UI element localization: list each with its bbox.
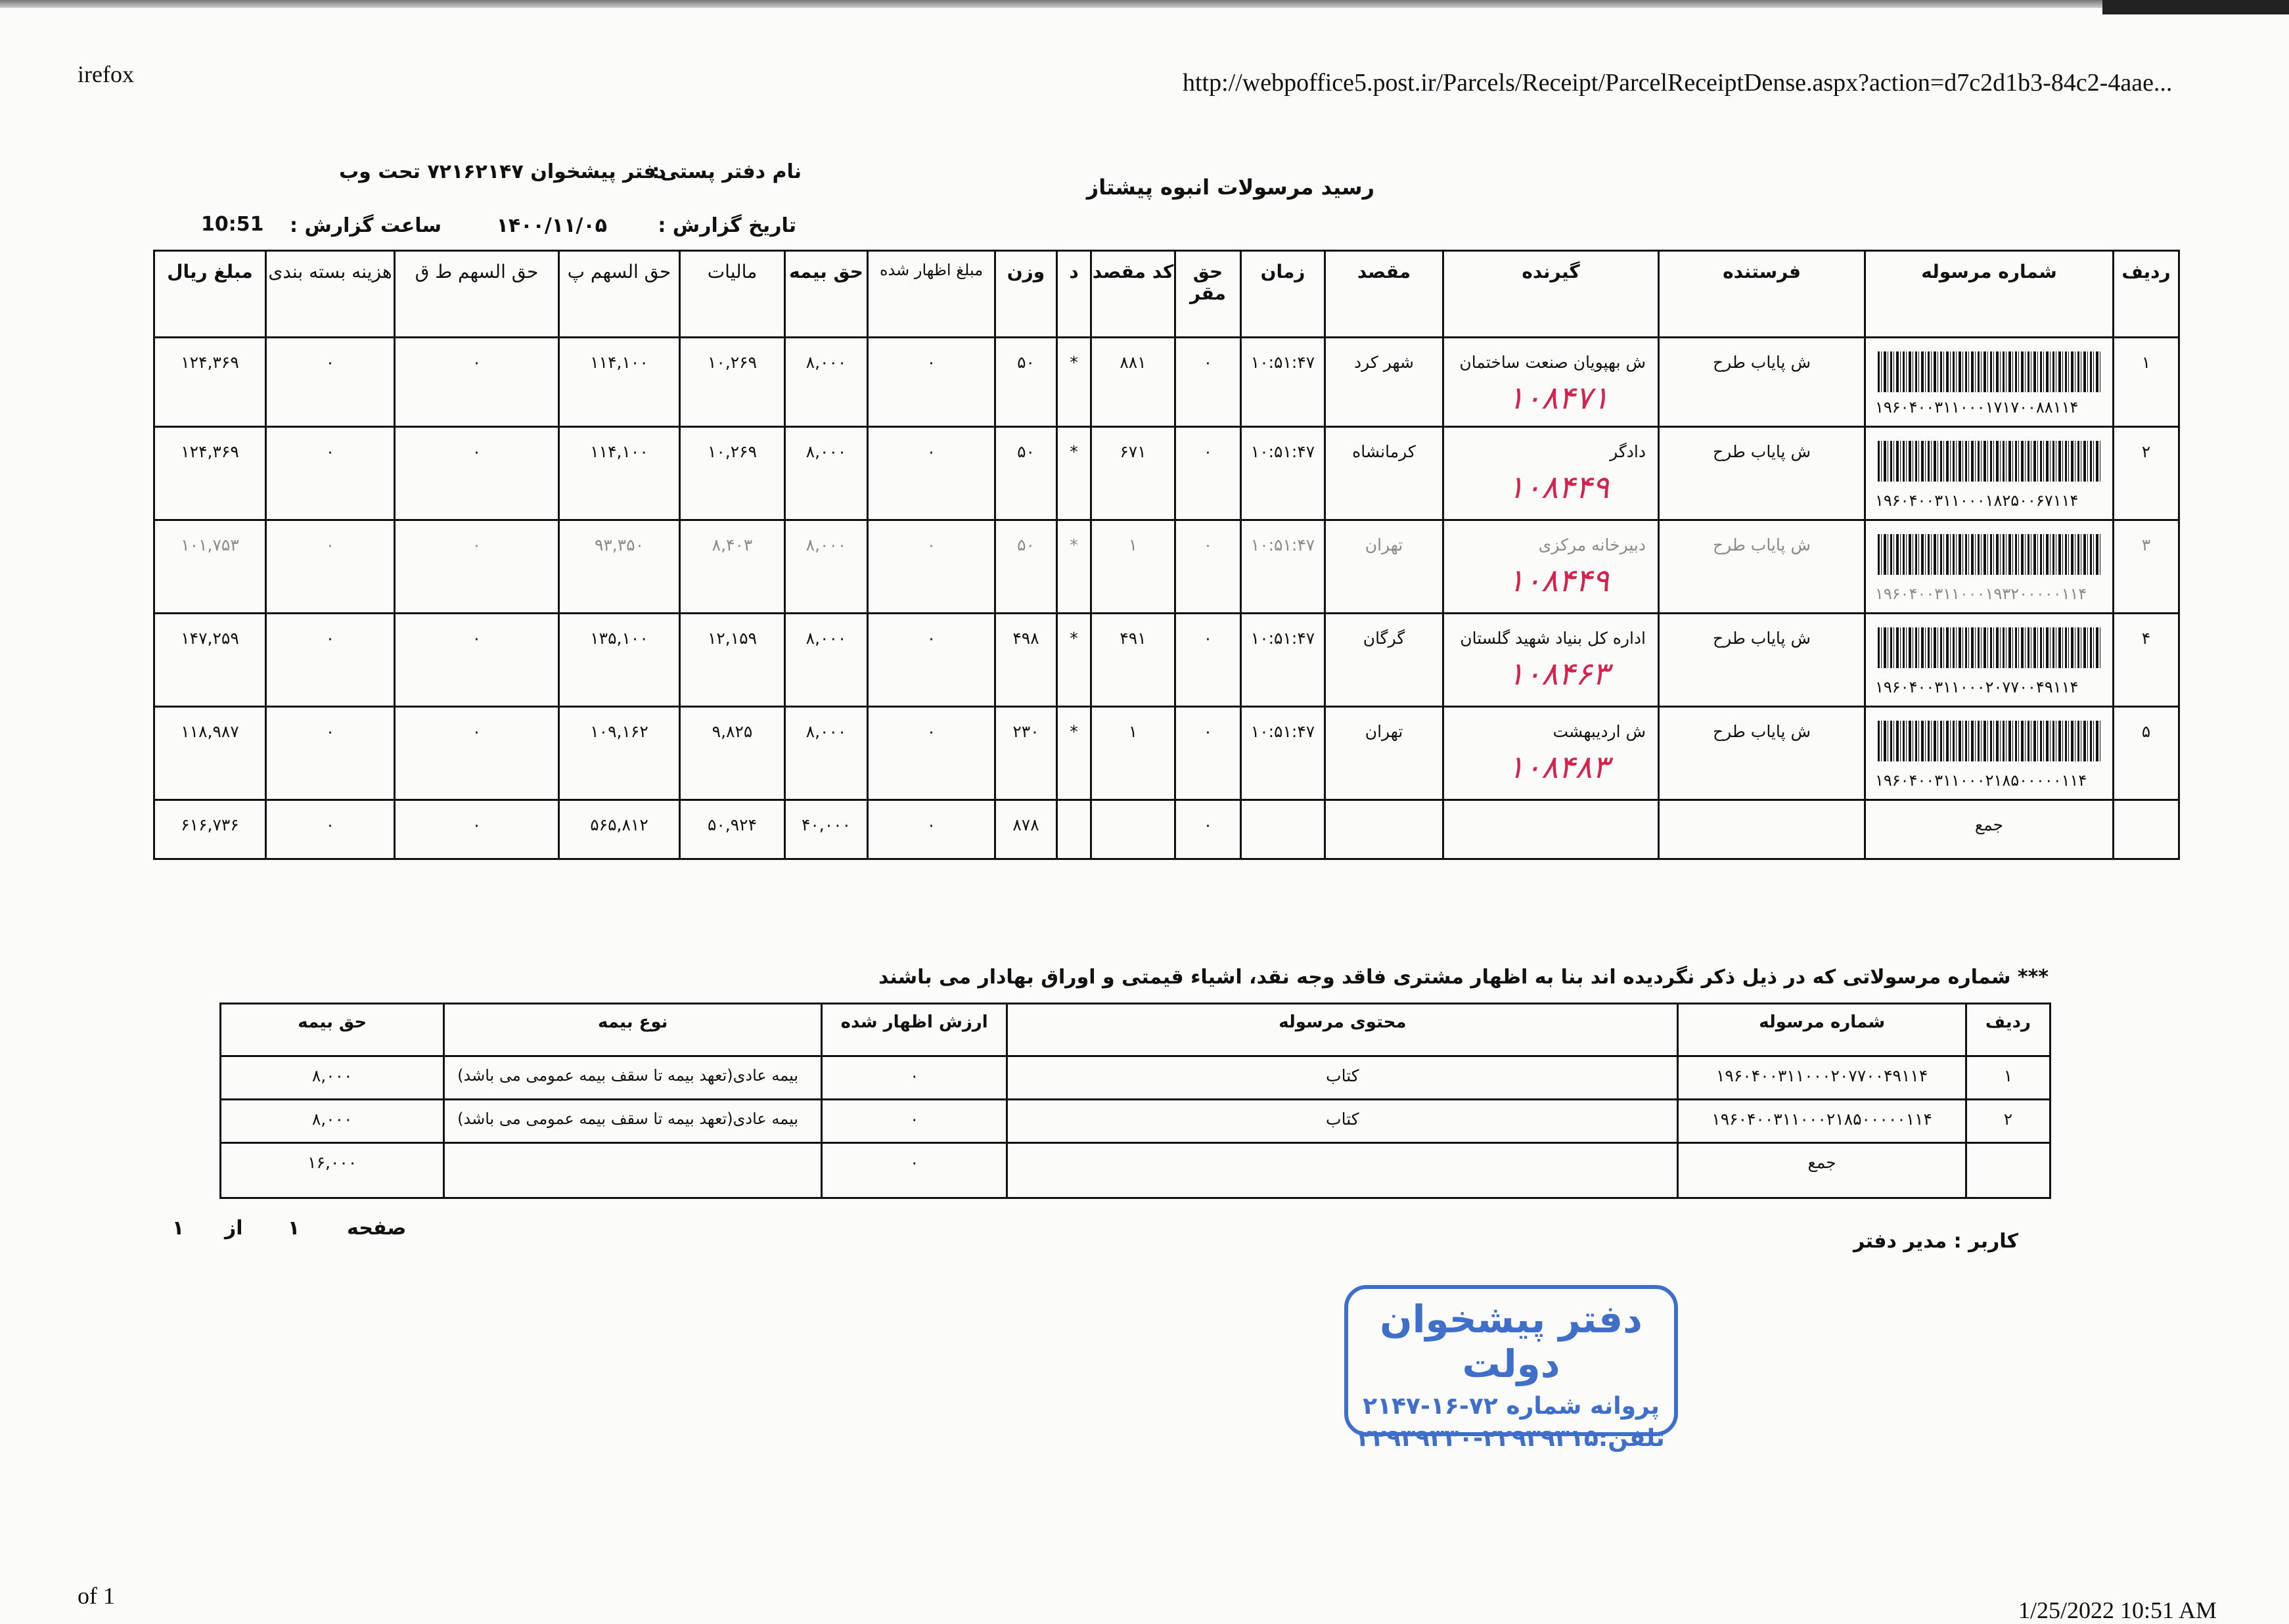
col-weight: وزن <box>995 251 1057 338</box>
receiver-name: دبیرخانه مرکزی <box>1538 535 1646 554</box>
ins-total-content <box>1007 1143 1678 1198</box>
share-tq: ۰ <box>395 520 559 614</box>
report-date: ۱۴۰۰/۱۱/۰۵ <box>496 214 607 237</box>
page-count: ۱ <box>172 1217 185 1240</box>
sender: ش پایاب طرح <box>1659 614 1865 707</box>
col-row: ردیف <box>2114 251 2179 338</box>
parcels-header-row <box>154 251 2179 338</box>
barcode-image <box>1878 441 2100 482</box>
page-of-label: از <box>225 1217 243 1240</box>
share-tq: ۰ <box>395 338 559 427</box>
dest: شهر کرد <box>1325 338 1443 427</box>
dest: کرمانشاه <box>1325 427 1443 520</box>
barcode-cell <box>1865 707 2114 800</box>
handwritten-number: ۱۰۸۴۷۱ <box>1507 380 1609 417</box>
share-p: ۹۳,۳۵۰ <box>559 520 680 614</box>
ins-total-label: جمع <box>1678 1143 1966 1198</box>
col-share-p: حق السهم پ <box>559 251 680 338</box>
barcode-image <box>1878 534 2100 575</box>
ins-col-type: نوع بیمه <box>444 1004 822 1056</box>
insurance: ۸,۰۰۰ <box>785 338 868 427</box>
d-flag: * <box>1057 427 1091 520</box>
amount: ۱۲۴,۳۶۹ <box>154 338 266 427</box>
packing: ۰ <box>266 520 395 614</box>
amount: ۱۲۴,۳۶۹ <box>154 427 266 520</box>
page-label: صفحه <box>347 1217 407 1240</box>
parcel-number: ۱۹۶۰۴۰۰۳۱۱۰۰۰۱۸۲۵۰۰۶۷۱۱۴ <box>1875 491 2079 510</box>
stamp-line3: تلفن:۲۲۹۳۹۳۱۵-۲۲۹۳۹۳۳۰ <box>1357 1425 1665 1452</box>
ins-col-parcel-no: شماره مرسوله <box>1678 1004 1966 1056</box>
ins-premium: ۸,۰۰۰ <box>221 1056 444 1100</box>
receiver-name: ش بهپویان صنعت ساختمان <box>1459 353 1646 372</box>
total-blank <box>2114 800 2179 859</box>
tax: ۱۲,۱۵۹ <box>680 614 785 707</box>
office-name: دفتر پیشخوان ۷۲۱۶۲۱۴۷ تحت وب <box>338 160 666 183</box>
d-flag: * <box>1057 338 1091 427</box>
col-receiver: گیرنده <box>1443 251 1659 338</box>
total-label: جمع <box>1865 800 2114 859</box>
total-base-fee: ۰ <box>1175 800 1241 859</box>
receiver-name: اداره کل بنیاد شهید گلستان <box>1460 629 1646 648</box>
receiver-cell <box>1443 427 1659 520</box>
parcels-total-row <box>154 800 2179 859</box>
ins-premium: ۸,۰۰۰ <box>221 1100 444 1143</box>
weight: ۴۹۸ <box>995 614 1057 707</box>
ins-total-premium: ۱۶,۰۰۰ <box>221 1143 444 1198</box>
time: ۱۰:۵۱:۴۷ <box>1241 427 1325 520</box>
weight: ۵۰ <box>995 338 1057 427</box>
receiver-name: دادگر <box>1610 442 1646 461</box>
page-number: ۱ <box>288 1217 300 1240</box>
ins-content: کتاب <box>1007 1056 1678 1100</box>
ins-col-content: محتوی مرسوله <box>1007 1004 1678 1056</box>
base-fee: ۰ <box>1175 707 1241 800</box>
total-share-tq: ۰ <box>395 800 559 859</box>
stamp-line1: دفتر پیشخوان دولت <box>1380 1297 1643 1386</box>
handwritten-number: ۱۰۸۴۴۹ <box>1507 469 1609 506</box>
scan-corner-shadow <box>2102 0 2289 14</box>
parcels-table <box>153 250 2180 860</box>
insurance-row <box>221 1100 2051 1143</box>
report-time: 10:51 <box>201 213 264 236</box>
declaration-note: *** شماره مرسولاتی که در ذیل ذکر نگردیده اند بنا به اظهار مشتری فاقد وجه نقد، اشیاء قیمتی و اوراق بهادار می باشند <box>878 966 2049 989</box>
browser-name: irefox <box>78 61 134 87</box>
amount: ۱۴۷,۲۵۹ <box>154 614 266 707</box>
barcode-cell <box>1865 614 2114 707</box>
d-flag: * <box>1057 520 1091 614</box>
packing: ۰ <box>266 707 395 800</box>
base-fee: ۰ <box>1175 427 1241 520</box>
share-p: ۱۳۵,۱۰۰ <box>559 614 680 707</box>
receipt-title: رسید مرسولات انبوه پیشتاز <box>1086 175 1374 200</box>
ins-type: بیمه عادی(تعهد بیمه تا سقف بیمه عمومی می باشد) <box>444 1056 822 1100</box>
time: ۱۰:۵۱:۴۷ <box>1241 707 1325 800</box>
total-receiver <box>1443 800 1659 859</box>
row-number: ۴ <box>2114 614 2179 707</box>
col-amount: مبلغ ریال <box>154 251 266 338</box>
insurance-header-row <box>221 1004 2051 1056</box>
insurance-total-row <box>221 1143 2051 1198</box>
col-time: زمان <box>1241 251 1325 338</box>
total-amount: ۶۱۶,۷۳۶ <box>154 800 266 859</box>
declared: ۰ <box>868 338 995 427</box>
insurance: ۸,۰۰۰ <box>785 707 868 800</box>
amount: ۱۰۱,۷۵۳ <box>154 520 266 614</box>
share-p: ۱۰۹,۱۶۲ <box>559 707 680 800</box>
tax: ۱۰,۲۶۹ <box>680 427 785 520</box>
amount: ۱۱۸,۹۸۷ <box>154 707 266 800</box>
parcel-row <box>154 338 2179 427</box>
ins-total-blank <box>1966 1143 2050 1198</box>
weight: ۵۰ <box>995 427 1057 520</box>
receiver-cell <box>1443 338 1659 427</box>
packing: ۰ <box>266 614 395 707</box>
sender: ش پایاب طرح <box>1659 520 1865 614</box>
parcel-row <box>154 427 2179 520</box>
total-tax: ۵۰,۹۲۴ <box>680 800 785 859</box>
parcel-number: ۱۹۶۰۴۰۰۳۱۱۰۰۰۱۹۳۲۰۰۰۰۰۱۱۴ <box>1875 585 2087 603</box>
declared: ۰ <box>868 520 995 614</box>
d-flag: * <box>1057 614 1091 707</box>
parcel-row <box>154 520 2179 614</box>
total-dest-code <box>1091 800 1175 859</box>
d-flag: * <box>1057 707 1091 800</box>
tax: ۸,۴۰۳ <box>680 520 785 614</box>
packing: ۰ <box>266 427 395 520</box>
scan-top-edge <box>0 0 2289 8</box>
total-declared: ۰ <box>868 800 995 859</box>
share-p: ۱۱۴,۱۰۰ <box>559 427 680 520</box>
barcode-cell <box>1865 338 2114 427</box>
ins-declared: ۰ <box>822 1100 1007 1143</box>
insurance: ۸,۰۰۰ <box>785 614 868 707</box>
ins-col-declared: ارزش اظهار شده <box>822 1004 1007 1056</box>
total-share-p: ۵۶۵,۸۱۲ <box>559 800 680 859</box>
time: ۱۰:۵۱:۴۷ <box>1241 520 1325 614</box>
total-time <box>1241 800 1325 859</box>
parcel-row <box>154 707 2179 800</box>
ins-row-number: ۲ <box>1966 1100 2050 1143</box>
row-number: ۲ <box>2114 427 2179 520</box>
col-dest: مقصد <box>1325 251 1443 338</box>
receiver-name: ش اردیبهشت <box>1552 722 1646 741</box>
total-weight: ۸۷۸ <box>995 800 1057 859</box>
parcel-number: ۱۹۶۰۴۰۰۳۱۱۰۰۰۲۰۷۷۰۰۴۹۱۱۴ <box>1875 678 2079 696</box>
ins-parcel-no: ۱۹۶۰۴۰۰۳۱۱۰۰۰۲۰۷۷۰۰۴۹۱۱۴ <box>1678 1056 1966 1100</box>
browser-url: http://webpoffice5.post.ir/Parcels/Receipt/ParcelReceiptDense.aspx?action=d7c2d1b3-84c2-4aae... <box>1183 69 2173 97</box>
col-sender: فرستنده <box>1659 251 1865 338</box>
parcel-number: ۱۹۶۰۴۰۰۳۱۱۰۰۰۲۱۸۵۰۰۰۰۰۱۱۴ <box>1875 771 2087 790</box>
total-packing: ۰ <box>266 800 395 859</box>
col-tax: مالیات <box>680 251 785 338</box>
ins-total-type <box>444 1143 822 1198</box>
col-packing: هزینه بسته بندی <box>266 251 395 338</box>
col-insurance: حق بیمه <box>785 251 868 338</box>
dest: تهران <box>1325 520 1443 614</box>
ins-row-number: ۱ <box>1966 1056 2050 1100</box>
sender: ش پایاب طرح <box>1659 707 1865 800</box>
sender: ش پایاب طرح <box>1659 338 1865 427</box>
row-number: ۳ <box>2114 520 2179 614</box>
print-datetime: 1/25/2022 10:51 AM <box>2018 1597 2217 1623</box>
barcode-image <box>1878 627 2100 668</box>
row-number: ۱ <box>2114 338 2179 427</box>
share-tq: ۰ <box>395 707 559 800</box>
declared: ۰ <box>868 707 995 800</box>
insurance: ۸,۰۰۰ <box>785 520 868 614</box>
sender: ش پایاب طرح <box>1659 427 1865 520</box>
base-fee: ۰ <box>1175 614 1241 707</box>
barcode-image <box>1878 721 2100 761</box>
office-stamp <box>1344 1285 1678 1452</box>
col-share-tq: حق السهم ط ق <box>395 251 559 338</box>
time: ۱۰:۵۱:۴۷ <box>1241 614 1325 707</box>
tax: ۱۰,۲۶۹ <box>680 338 785 427</box>
dest: گرگان <box>1325 614 1443 707</box>
declared: ۰ <box>868 614 995 707</box>
base-fee: ۰ <box>1175 520 1241 614</box>
col-declared: مبلغ اظهار شده <box>868 251 995 338</box>
receiver-cell <box>1443 707 1659 800</box>
insurance-row <box>221 1056 2051 1100</box>
dest: تهران <box>1325 707 1443 800</box>
col-d: د <box>1057 251 1091 338</box>
tax: ۹,۸۲۵ <box>680 707 785 800</box>
col-base-fee: حق مقر <box>1175 251 1241 338</box>
handwritten-number: ۱۰۸۴۸۳ <box>1507 749 1609 786</box>
dest-code: ۱ <box>1091 707 1175 800</box>
receiver-cell <box>1443 520 1659 614</box>
office-label: نام دفتر پستی: <box>652 160 802 183</box>
dest-code: ۱ <box>1091 520 1175 614</box>
col-parcel-no: شماره مرسوله <box>1865 251 2114 338</box>
handwritten-number: ۱۰۸۴۴۹ <box>1507 562 1609 599</box>
insurance: ۸,۰۰۰ <box>785 427 868 520</box>
total-dest <box>1325 800 1443 859</box>
base-fee: ۰ <box>1175 338 1241 427</box>
dest-code: ۸۸۱ <box>1091 338 1175 427</box>
ins-parcel-no: ۱۹۶۰۴۰۰۳۱۱۰۰۰۲۱۸۵۰۰۰۰۰۱۱۴ <box>1678 1100 1966 1143</box>
stamp-line2: پروانه شماره ۷۲-۱۶-۲۱۴۷ <box>1363 1393 1660 1420</box>
total-d <box>1057 800 1091 859</box>
insurance-table <box>219 1003 2051 1199</box>
total-insurance: ۴۰,۰۰۰ <box>785 800 868 859</box>
dest-code: ۶۷۱ <box>1091 427 1175 520</box>
share-tq: ۰ <box>395 614 559 707</box>
share-tq: ۰ <box>395 427 559 520</box>
barcode-cell <box>1865 520 2114 614</box>
ins-content: کتاب <box>1007 1100 1678 1143</box>
weight: ۵۰ <box>995 520 1057 614</box>
ins-col-premium: حق بیمه <box>221 1004 444 1056</box>
ins-col-row: ردیف <box>1966 1004 2050 1056</box>
print-page-of: of 1 <box>78 1583 115 1609</box>
weight: ۲۳۰ <box>995 707 1057 800</box>
handwritten-number: ۱۰۸۴۶۳ <box>1507 656 1609 692</box>
ins-total-declared: ۰ <box>822 1143 1007 1198</box>
parcel-number: ۱۹۶۰۴۰۰۳۱۱۰۰۰۱۷۱۷۰۰۸۸۱۱۴ <box>1875 398 2079 417</box>
parcel-row <box>154 614 2179 707</box>
report-date-label: تاریخ گزارش : <box>658 214 796 237</box>
row-number: ۵ <box>2114 707 2179 800</box>
total-sender <box>1659 800 1865 859</box>
declared: ۰ <box>868 427 995 520</box>
col-dest-code: کد مقصد <box>1091 251 1175 338</box>
report-time-label: ساعت گزارش : <box>290 214 442 237</box>
receiver-cell <box>1443 614 1659 707</box>
barcode-image <box>1878 351 2100 392</box>
user-label: کاربر : مدیر دفتر <box>1853 1230 2018 1253</box>
ins-declared: ۰ <box>822 1056 1007 1100</box>
ins-type: بیمه عادی(تعهد بیمه تا سقف بیمه عمومی می باشد) <box>444 1100 822 1143</box>
barcode-cell <box>1865 427 2114 520</box>
dest-code: ۴۹۱ <box>1091 614 1175 707</box>
time: ۱۰:۵۱:۴۷ <box>1241 338 1325 427</box>
share-p: ۱۱۴,۱۰۰ <box>559 338 680 427</box>
packing: ۰ <box>266 338 395 427</box>
